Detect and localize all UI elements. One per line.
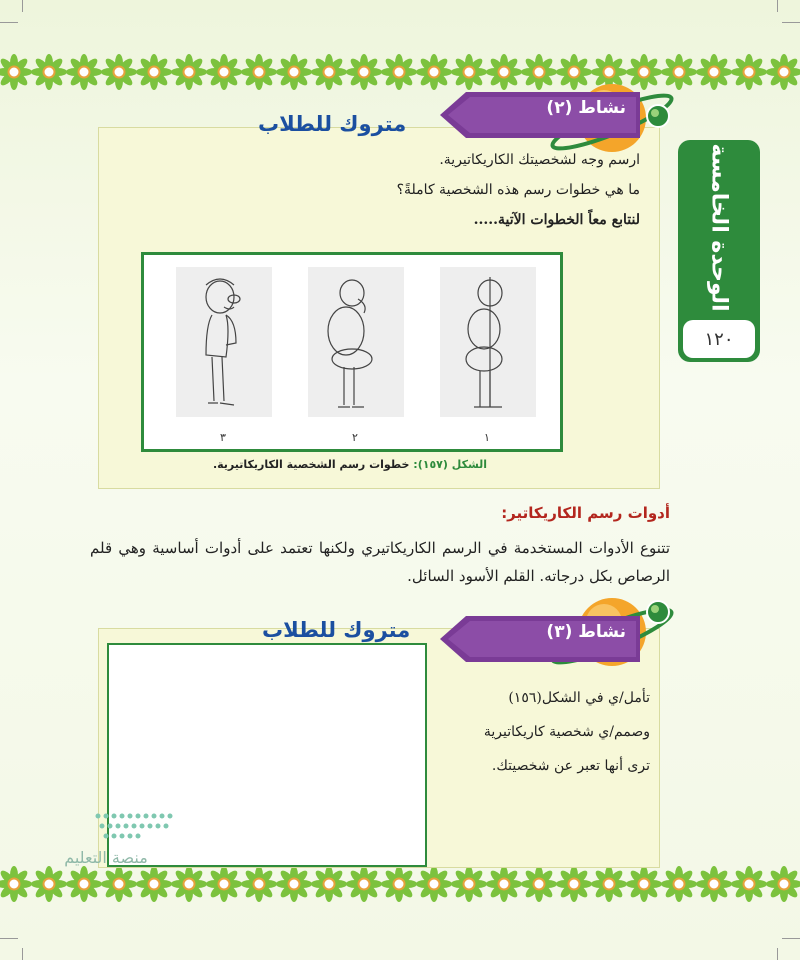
activity-badge-2 xyxy=(440,614,640,664)
flower-icon xyxy=(241,866,277,902)
flower-icon xyxy=(766,866,800,902)
activity-line: ما هي خطوات رسم هذه الشخصية كاملةً؟ xyxy=(396,182,640,198)
flower-icon xyxy=(766,54,800,90)
flower-icon xyxy=(241,54,277,90)
platform-logo xyxy=(26,808,186,880)
flower-icon xyxy=(31,54,67,90)
activity-heading-2: متروك للطلاب xyxy=(262,618,411,642)
activity-line: ترى أنها تعبر عن شخصيتك. xyxy=(491,758,650,774)
crop-mark xyxy=(777,0,778,12)
flower-icon xyxy=(731,866,767,902)
flower-icon xyxy=(311,54,347,90)
unit-tab xyxy=(678,140,760,362)
flower-icon xyxy=(346,54,382,90)
figure-caption xyxy=(140,458,560,471)
activity-line: لنتابع معاً الخطوات الآتية..... xyxy=(473,212,640,228)
flower-icon xyxy=(101,54,137,90)
crop-mark xyxy=(782,938,800,939)
flower-icon xyxy=(416,866,452,902)
figure-caption-label: الشكل (١٥٧): xyxy=(413,458,488,471)
caricature-step-3-image xyxy=(176,267,272,417)
flower-icon xyxy=(66,54,102,90)
flower-icon xyxy=(696,866,732,902)
flower-icon xyxy=(346,866,382,902)
activity-badge-1 xyxy=(440,90,640,140)
flower-icon xyxy=(381,866,417,902)
flower-icon xyxy=(626,866,662,902)
flower-icon xyxy=(731,54,767,90)
flower-icon xyxy=(311,866,347,902)
unit-title: الوحدة الخامسة xyxy=(706,143,732,312)
flower-icon xyxy=(171,54,207,90)
crop-mark xyxy=(0,938,18,939)
activity-line: تأمل/ي في الشكل(١٥٦) xyxy=(508,690,650,706)
flower-icon xyxy=(276,866,312,902)
activity-badge-label: نشاط (٢) xyxy=(546,98,626,118)
flower-icon xyxy=(416,54,452,90)
flower-border-top xyxy=(0,50,800,94)
activity-line: ارسم وجه لشخصيتك الكاريكاتيرية. xyxy=(439,152,640,168)
flower-icon xyxy=(486,866,522,902)
flower-icon xyxy=(521,866,557,902)
figure-number: ٢ xyxy=(352,431,358,444)
platform-logo-text: منصة التعليم xyxy=(64,848,148,867)
flower-icon xyxy=(206,54,242,90)
activity-badge-label: نشاط (٣) xyxy=(546,622,626,642)
flower-icon xyxy=(136,54,172,90)
figure-caption-text: خطوات رسم الشخصية الكاريكاتيرية. xyxy=(212,458,410,471)
flower-icon xyxy=(381,54,417,90)
page-number: ١٢٠ xyxy=(683,320,755,358)
section-paragraph: تتنوع الأدوات المستخدمة في الرسم الكاريكاتيري ولكنها تعتمد على أدوات أساسية وهي قلم الرصاص بكل درجاته. القلم الأسود السائل. xyxy=(90,539,670,585)
flower-icon xyxy=(661,866,697,902)
caricature-step-2-image xyxy=(308,267,404,417)
crop-mark xyxy=(22,948,23,960)
activity-line: وصمم/ي شخصية كاريكاتيرية xyxy=(483,724,650,740)
flower-icon xyxy=(0,54,32,90)
flower-icon xyxy=(451,54,487,90)
flower-icon xyxy=(206,866,242,902)
section-title: أدوات رسم الكاريكاتير: xyxy=(501,504,670,522)
flower-icon xyxy=(276,54,312,90)
crop-mark xyxy=(22,0,23,12)
flower-icon xyxy=(451,866,487,902)
flower-icon xyxy=(591,866,627,902)
crop-mark xyxy=(782,22,800,23)
flower-icon xyxy=(556,866,592,902)
figure-number: ٣ xyxy=(220,431,226,444)
crop-mark xyxy=(777,948,778,960)
steps-figure-frame xyxy=(141,252,563,452)
flower-icon xyxy=(486,54,522,90)
caricature-step-1-image xyxy=(440,267,536,417)
crop-mark xyxy=(0,22,18,23)
flower-icon xyxy=(696,54,732,90)
figure-number: ١ xyxy=(484,431,490,444)
activity-heading-1: متروك للطلاب xyxy=(258,112,407,136)
